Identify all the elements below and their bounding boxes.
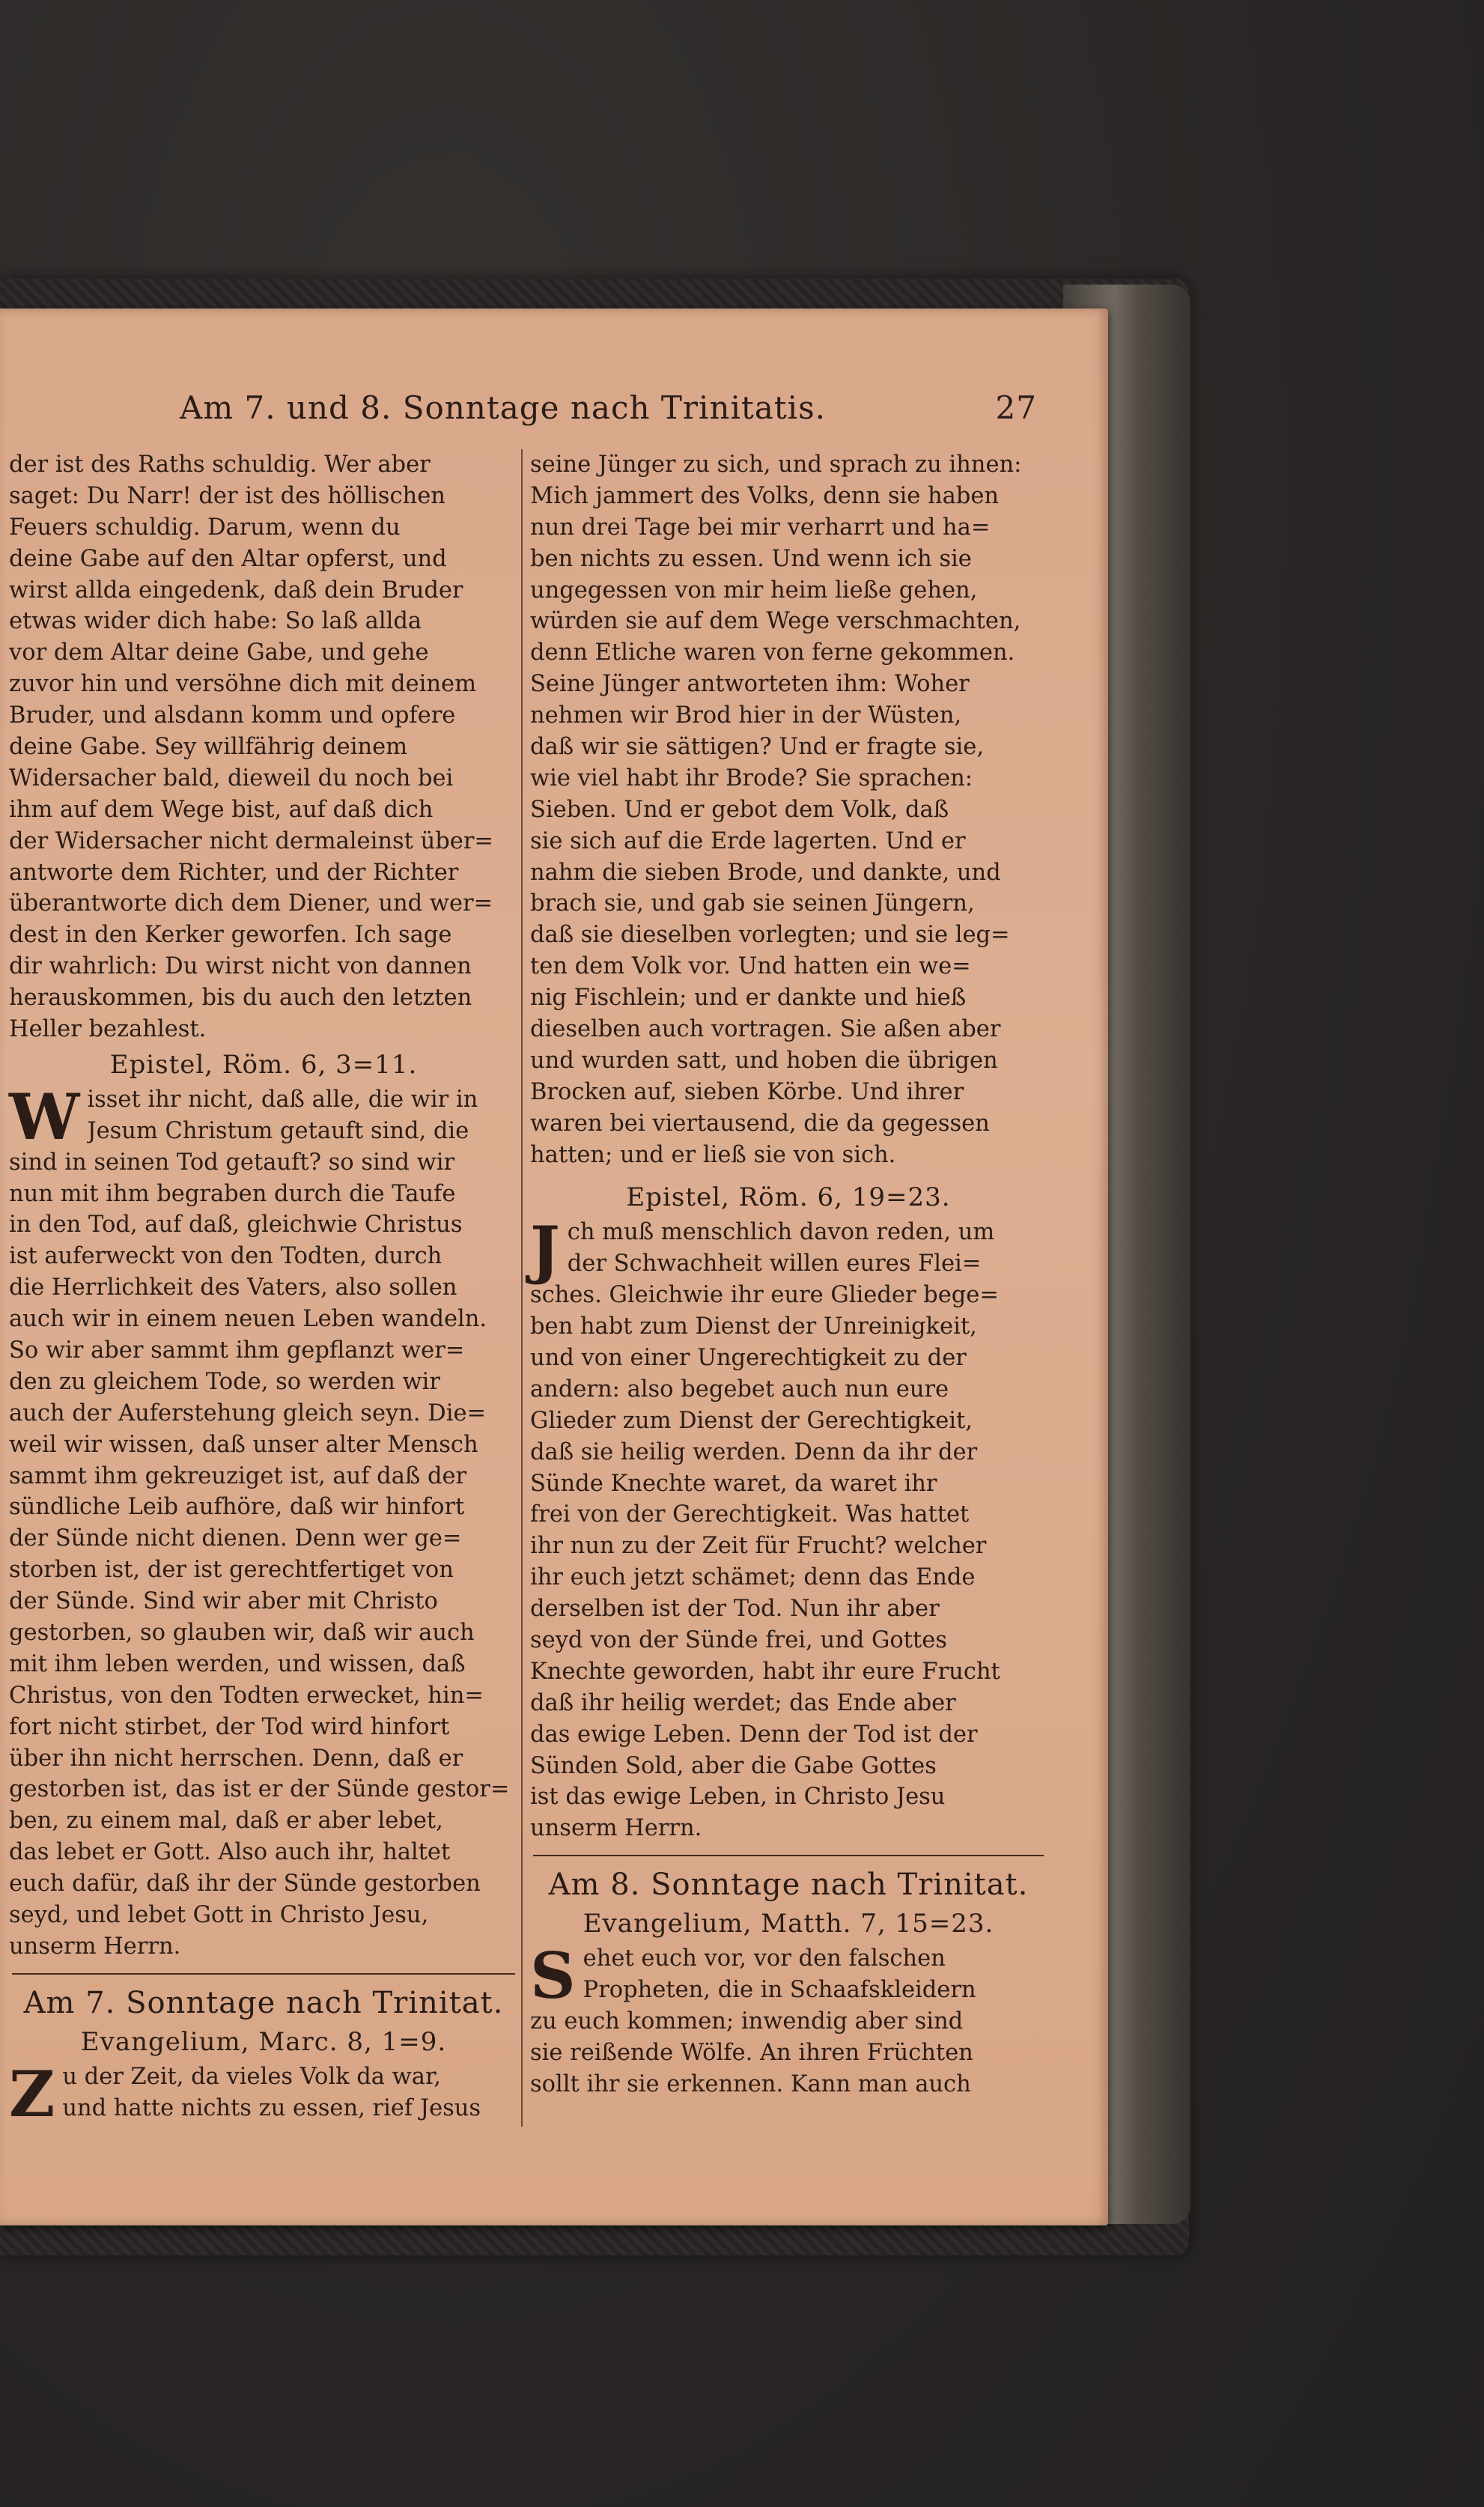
text-line: isset ihr nicht, daß alle, die wir in (87, 1086, 478, 1113)
left-epistle-paragraph (9, 1079, 518, 1963)
text-line: daß sie heilig werden. Denn da ihr der (530, 1438, 978, 1465)
text-line: u der Zeit, da vieles Volk da war, (62, 2063, 441, 2090)
text-line: sie sich auf die Erde lagerten. Und er (530, 827, 966, 854)
text-line: ben habt zum Dienst der Unreinigkeit, (530, 1313, 977, 1340)
text-line: ehet euch vor, vor den falschen (583, 1945, 946, 1972)
text-line: nig Fischlein; und er dankte und hieß (530, 985, 967, 1012)
text-line: zuvor hin und versöhne dich mit deinem (9, 671, 476, 698)
text-line: sündliche Leib aufhöre, daß wir hinfort (9, 1494, 465, 1521)
right-column (530, 449, 1047, 2100)
text-line: seine Jünger zu sich, und sprach zu ihnen: (530, 452, 1022, 478)
text-line: daß ihr heilig werdet; das Ende aber (530, 1689, 956, 1716)
page-number: 27 (995, 389, 1037, 426)
text-line: Sieben. Und er gebot dem Volk, daß (530, 796, 949, 823)
text-line: unserm Herrn. (530, 1815, 702, 1842)
text-line: ch muß menschlich davon reden, um (567, 1219, 995, 1246)
text-line: dir wahrlich: Du wirst nicht von dannen (9, 953, 472, 980)
text-line: sie reißende Wölfe. An ihren Früchten (530, 2039, 973, 2066)
right-sunday-heading: Am 8. Sonntage nach Trinitat. (548, 1868, 1029, 1903)
text-line: ben, zu einem mal, daß er aber lebet, (9, 1808, 443, 1835)
text-line: So wir aber sammt ihm gepflanzt wer= (9, 1337, 465, 1364)
text-line: den zu gleichem Tode, so werden wir (9, 1368, 440, 1395)
text-line: der Sünde nicht dienen. Denn wer ge= (9, 1525, 462, 1552)
text-line: Propheten, die in Schaafskleidern (583, 1977, 976, 2003)
running-head (180, 389, 1037, 442)
text-line: mit ihm leben werden, und wissen, daß (9, 1650, 466, 1677)
text-line: Christus, von den Todten erwecket, hin= (9, 1682, 484, 1709)
text-line: sammt ihm gekreuziget ist, auf daß der (9, 1462, 467, 1489)
spacer (530, 1170, 1047, 1178)
right-epistle-dropcap: J (530, 1212, 560, 1287)
text-line: auch wir in einem neuen Leben wandeln. (9, 1306, 487, 1333)
text-line: nun drei Tage bei mir verharrt und ha= (530, 514, 991, 541)
text-line: ihr nun zu der Zeit für Frucht? welcher (530, 1533, 987, 1560)
text-line: zu euch kommen; inwendig aber sind (530, 2008, 964, 2035)
left-gospel-dropcap: Z (9, 2056, 55, 2131)
text-line: Heller bezahlest. (9, 1016, 207, 1043)
text-line: unserm Herrn. (9, 1933, 181, 1960)
text-line: antworte dem Richter, und der Richter (9, 859, 459, 886)
left-column (9, 449, 518, 2131)
text-line: weil wir wissen, daß unser alter Mensch (9, 1431, 478, 1458)
left-opening-text (9, 449, 518, 1045)
text-line: seyd von der Sünde frei, und Gottes (530, 1626, 947, 1653)
text-line: ten dem Volk vor. Und hatten ein we= (530, 953, 971, 980)
text-line: derselben ist der Tod. Nun ihr aber (530, 1596, 940, 1623)
page-title: Am 7. und 8. Sonntage nach Trinitatis. (180, 389, 827, 426)
text-line: der ist des Raths schuldig. Wer aber (9, 452, 431, 478)
text-line: nehmen wir Brod hier in der Wüsten, (530, 702, 962, 729)
text-line: wie viel habt ihr Brode? Sie sprachen: (530, 765, 973, 791)
text-line: gestorben, so glauben wir, daß wir auch (9, 1619, 475, 1646)
text-line: und hatte nichts zu essen, rief Jesus (62, 2094, 481, 2121)
text-line: wirst allda eingedenk, daß dein Bruder (9, 577, 463, 604)
text-line: saget: Du Narr! der ist des höllischen (9, 482, 445, 509)
text-line: denn Etliche waren von ferne gekommen. (530, 639, 1015, 666)
text-line: das ewige Leben. Denn der Tod ist der (530, 1721, 978, 1748)
text-line: daß wir sie sättigen? Und er fragte sie, (530, 734, 985, 761)
text-line: vor dem Altar deine Gabe, und gehe (9, 639, 429, 666)
text-line: das lebet er Gott. Also auch ihr, haltet (9, 1839, 451, 1866)
text-line: ihr euch jetzt schämet; denn das Ende (530, 1564, 976, 1591)
column-divider (521, 449, 523, 2127)
text-line: Sünden Sold, aber die Gabe Gottes (530, 1752, 937, 1779)
text-line: fort nicht stirbet, der Tod wird hinfort (9, 1713, 450, 1740)
right-gospel-dropcap: S (530, 1939, 576, 2014)
text-line: seyd, und lebet Gott in Christo Jesu, (9, 1901, 429, 1928)
text-line: ist auferweckt von den Todten, durch (9, 1243, 443, 1270)
left-gospel-paragraph (9, 2056, 518, 2131)
text-line: Brocken auf, sieben Körbe. Und ihrer (530, 1078, 964, 1105)
text-line: ihm auf dem Wege bist, auf daß dich (9, 796, 434, 823)
text-line: Glieder zum Dienst der Gerechtigkeit, (530, 1407, 973, 1434)
text-line: Widersacher bald, dieweil du noch bei (9, 765, 454, 791)
text-line: in den Tod, auf daß, gleichwie Christus (9, 1212, 463, 1239)
text-line: Jesum Christum getauft sind, die (87, 1117, 469, 1144)
left-epistle-heading: Epistel, Röm. 6, 3=11. (109, 1049, 418, 1080)
left-gospel-heading: Evangelium, Marc. 8, 1=9. (80, 2026, 447, 2057)
text-line: würden sie auf dem Wege verschmachten, (530, 608, 1021, 635)
text-line: die Herrlichkeit des Vaters, also sollen (9, 1274, 457, 1301)
text-line: ist das ewige Leben, in Christo Jesu (530, 1784, 946, 1811)
text-line: herauskommen, bis du auch den letzten (9, 985, 472, 1012)
right-gospel-paragraph (530, 1939, 1047, 2100)
text-line: deine Gabe. Sey willfährig deinem (9, 734, 408, 761)
text-line: etwas wider dich habe: So laß allda (9, 608, 422, 635)
text-line: nahm die sieben Brode, und dankte, und (530, 859, 1001, 886)
right-section-rule (533, 1855, 1044, 1856)
text-line: storben ist, der ist gerechtfertiget von (9, 1557, 454, 1584)
right-gospel-heading: Evangelium, Matth. 7, 15=23. (583, 1909, 994, 1939)
right-opening-text (530, 449, 1047, 1170)
text-line: überantworte dich dem Diener, und wer= (9, 890, 493, 917)
text-line: hatten; und er ließ sie von sich. (530, 1141, 896, 1168)
text-line: und von einer Ungerechtigkeit zu der (530, 1344, 967, 1371)
text-line: der Schwachheit willen eures Flei= (567, 1251, 982, 1277)
text-line: Feuers schuldig. Darum, wenn du (9, 514, 401, 541)
text-line: frei von der Gerechtigkeit. Was hattet (530, 1501, 970, 1528)
text-line: deine Gabe auf den Altar opferst, und (9, 545, 447, 572)
text-line: andern: also begebet auch nun eure (530, 1376, 949, 1403)
text-line: nun mit ihm begraben durch die Taufe (9, 1180, 456, 1207)
text-line: der Widersacher nicht dermaleinst über= (9, 827, 493, 854)
text-line: über ihn nicht herrschen. Denn, daß er (9, 1745, 463, 1772)
text-line: Knechte geworden, habt ihr eure Frucht (530, 1658, 1000, 1685)
left-section-rule (12, 1973, 515, 1975)
text-line: sollt ihr sie erkennen. Kann man auch (530, 2070, 971, 2097)
left-epistle-dropcap: W (9, 1079, 80, 1154)
text-line: daß sie dieselben vorlegten; und sie leg= (530, 922, 1010, 949)
text-line: ben nichts zu essen. Und wenn ich sie (530, 545, 972, 572)
text-line: dest in den Kerker geworfen. Ich sage (9, 922, 452, 949)
text-line: brach sie, und gab sie seinen Jüngern, (530, 890, 975, 917)
text-line: gestorben ist, das ist er der Sünde gestor= (9, 1776, 510, 1803)
text-line: Seine Jünger antworteten ihm: Woher (530, 671, 970, 698)
text-line: ungegessen von mir heim ließe gehen, (530, 577, 978, 604)
text-line: dieselben auch vortragen. Sie aßen aber (530, 1016, 1001, 1043)
text-line: euch dafür, daß ihr der Sünde gestorben (9, 1871, 481, 1897)
text-line: Mich jammert des Volks, denn sie haben (530, 482, 1000, 509)
text-line: waren bei viertausend, die da gegessen (530, 1110, 990, 1137)
right-epistle-paragraph (530, 1212, 1047, 1844)
text-line: sind in seinen Tod getauft? so sind wir (9, 1149, 455, 1176)
text-line: und wurden satt, und hoben die übrigen (530, 1047, 998, 1074)
text-line: sches. Gleichwie ihr eure Glieder bege= (530, 1282, 999, 1309)
text-line: Bruder, und alsdann komm und opfere (9, 702, 456, 729)
left-sunday-heading: Am 7. Sonntage nach Trinitat. (23, 1985, 504, 2020)
text-line: der Sünde. Sind wir aber mit Christo (9, 1588, 438, 1615)
right-epistle-heading: Epistel, Röm. 6, 19=23. (626, 1182, 951, 1213)
text-line: Sünde Knechte waret, da waret ihr (530, 1470, 937, 1497)
text-line: auch der Auferstehung gleich seyn. Die= (9, 1400, 487, 1426)
